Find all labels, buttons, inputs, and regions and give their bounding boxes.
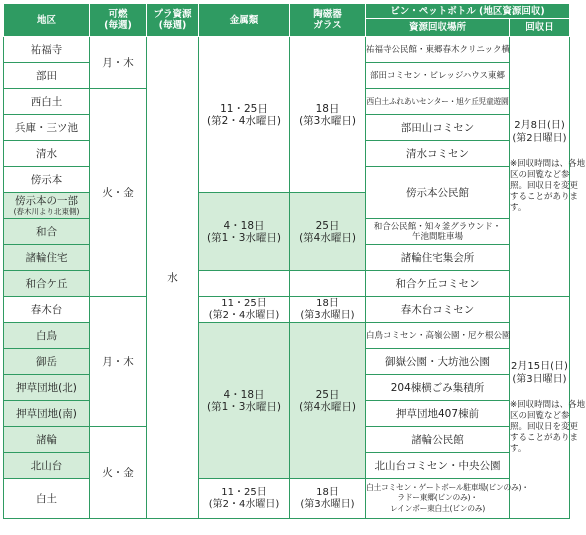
- ceramic-schedule: 18日 (第3水曜日): [290, 297, 366, 323]
- collection-place: 清水コミセン: [366, 141, 510, 167]
- combustible-day: 火・金: [90, 89, 147, 297]
- collection-note: ※回収時間は、各地区の回覧など参照。回収日を変更することがあります。: [510, 400, 586, 454]
- combustible-day: 月・木: [90, 37, 147, 89]
- collection-place: 押草団地407棟前: [366, 401, 510, 427]
- collection-day-first: 2月8日(日) (第2日曜日) ※回収時間は、各地区の回覧など参照。回収日を変更することがあります。: [510, 37, 570, 297]
- collection-place: 御嶽公園・大坊池公園: [366, 349, 510, 375]
- district-cell: 押草団地(南): [4, 401, 90, 427]
- combustible-day: 火・金: [90, 427, 147, 519]
- district-cell: 兵庫・三ツ池: [4, 115, 90, 141]
- collection-place: 部田コミセン・ビレッジハウス東郷: [366, 63, 510, 89]
- ceramic-schedule: [290, 271, 366, 297]
- collection-place: 204棟横ごみ集積所: [366, 375, 510, 401]
- collection-place: 西白土ふれあいセンター・旭ケ丘児童遊園: [366, 89, 510, 115]
- district-cell: 押草団地(北): [4, 375, 90, 401]
- district-cell: 春木台: [4, 297, 90, 323]
- collection-place: 白鳥コミセン・高嶺公園・尼ケ根公園: [366, 323, 510, 349]
- header-collection-place: 資源回収場所: [366, 19, 510, 37]
- metal-schedule: 4・18日 (第1・3水曜日): [199, 323, 290, 479]
- district-cell: 白土: [4, 479, 90, 519]
- district-cell: 北山台: [4, 453, 90, 479]
- collection-place: 白土コミセン・ゲートボール駐車場(ビンのみ)・ ラドー東郷(ビンのみ)・ レインボー東白土(ビンのみ): [366, 479, 510, 519]
- plastic-day: 水: [147, 37, 199, 519]
- district-cell: 清水: [4, 141, 90, 167]
- collection-place: 祐福寺公民館・東郷春木クリニック横: [366, 37, 510, 63]
- header-plastic: プラ資源 (毎週): [147, 4, 199, 37]
- header-district: 地区: [4, 4, 90, 37]
- district-cell: 傍示本: [4, 167, 90, 193]
- header-ceramic: 陶磁器 ガラス: [290, 4, 366, 37]
- district-cell: 和合ケ丘: [4, 271, 90, 297]
- header-combustible: 可燃 (毎週): [90, 4, 147, 37]
- district-cell: 和合: [4, 219, 90, 245]
- ceramic-schedule: 25日 (第4水曜日): [290, 193, 366, 271]
- metal-schedule: [199, 271, 290, 297]
- header-metal: 金属類: [199, 4, 290, 37]
- district-cell: 諸輪: [4, 427, 90, 453]
- district-cell: 西白土: [4, 89, 90, 115]
- district-cell: 白鳥: [4, 323, 90, 349]
- ceramic-schedule: 18日 (第3水曜日): [290, 37, 366, 193]
- collection-place: 傍示本公民館: [366, 167, 510, 219]
- metal-schedule: 11・25日 (第2・4水曜日): [199, 37, 290, 193]
- district-cell: 諸輪住宅: [4, 245, 90, 271]
- collection-place: 和合ケ丘コミセン: [366, 271, 510, 297]
- garbage-schedule-table: [3, 3, 586, 519]
- district-cell: 祐福寺: [4, 37, 90, 63]
- combustible-day: 月・木: [90, 297, 147, 427]
- collection-place: 北山台コミセン・中央公園: [366, 453, 510, 479]
- metal-schedule: 11・25日 (第2・4水曜日): [199, 479, 290, 519]
- collection-place: 部田山コミセン: [366, 115, 510, 141]
- collection-note: ※回収時間は、各地区の回覧など参照。回収日を変更することがあります。: [510, 159, 586, 213]
- collection-place: 諸輪住宅集会所: [366, 245, 510, 271]
- district-cell: 御岳: [4, 349, 90, 375]
- district-cell: 部田: [4, 63, 90, 89]
- metal-schedule: 11・25日 (第2・4水曜日): [199, 297, 290, 323]
- ceramic-schedule: 18日 (第3水曜日): [290, 479, 366, 519]
- collection-place: 春木台コミセン: [366, 297, 510, 323]
- header-bottles-group: ビン・ペットボトル (地区資源回収): [366, 4, 570, 19]
- collection-place: 和合公民館・知々釜グラウンド・ 午池間駐車場: [366, 219, 510, 245]
- header-collection-day: 回収日: [510, 19, 570, 37]
- collection-day-second: 2月15日(日) (第3日曜日) ※回収時間は、各地区の回覧など参照。回収日を変更することがあります。: [510, 297, 570, 519]
- collection-place: 諸輪公民館: [366, 427, 510, 453]
- metal-schedule: 4・18日 (第1・3水曜日): [199, 193, 290, 271]
- district-cell: 傍示本の一部 (春木川より北東側): [4, 193, 90, 219]
- ceramic-schedule: 25日 (第4水曜日): [290, 323, 366, 479]
